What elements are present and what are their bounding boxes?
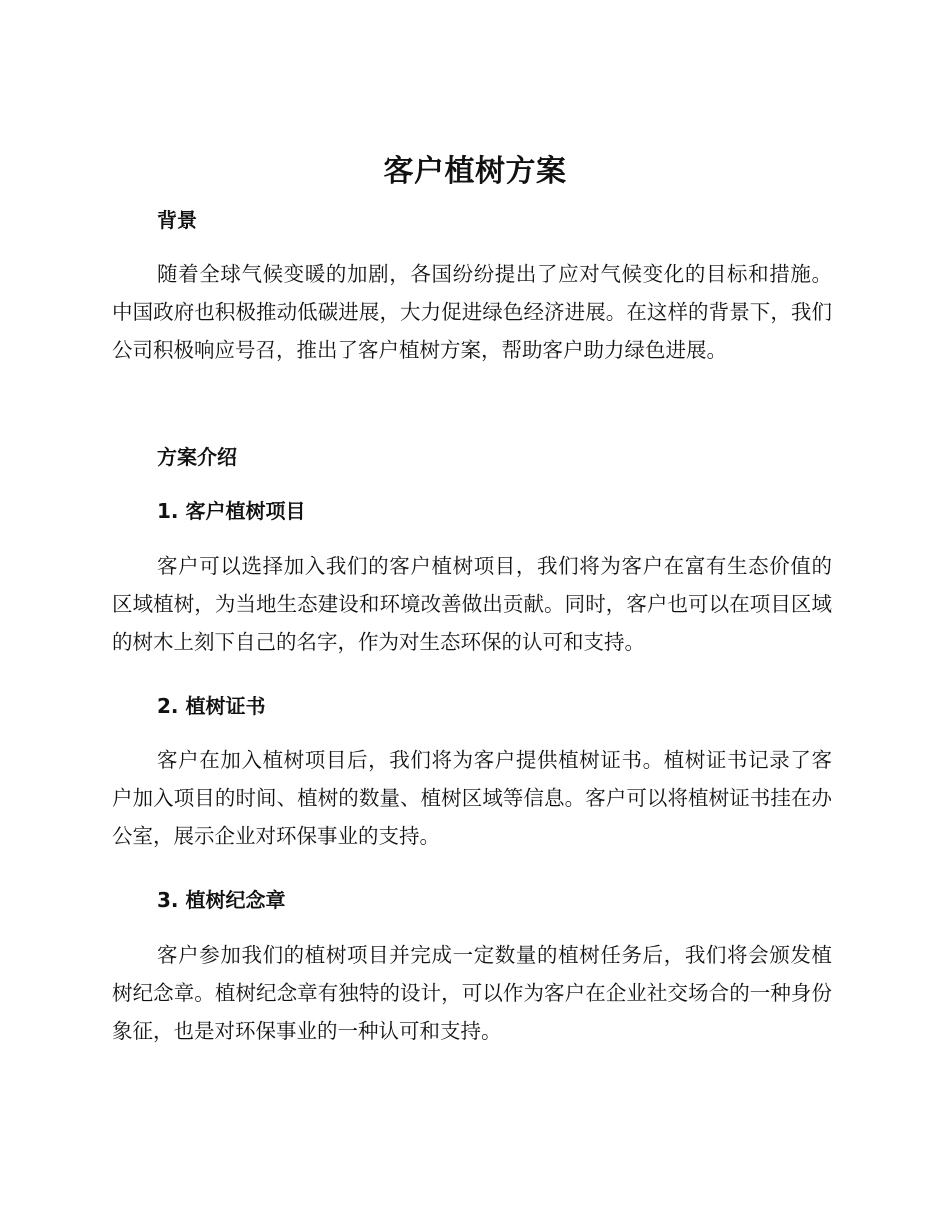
- section-paragraph-medal: 客户参加我们的植树项目并完成一定数量的植树任务后，我们将会颁发植树纪念章。植树纪念章有独特的设计，可以作为客户在企业社交场合的一种身份象征，也是对环保事业的一种认可和支持。: [112, 943, 832, 1043]
- section-heading-tree-project: 1. 客户植树项目: [157, 499, 306, 523]
- section-paragraph-background: 随着全球气候变暖的加剧，各国纷纷提出了应对气候变化的目标和措施。中国政府也积极推动低碳进展，大力促进绿色经济进展。在这样的背景下，我们公司积极响应号召，推出了客户植树方案，帮助客户助力绿色进展。: [112, 262, 832, 362]
- section-heading-plan-intro: 方案介绍: [157, 445, 237, 469]
- section-heading-certificate: 2. 植树证书: [157, 694, 266, 718]
- section-heading-medal: 3. 植树纪念章: [157, 888, 286, 912]
- document-title: 客户植树方案: [383, 154, 567, 189]
- section-paragraph-tree-project: 客户可以选择加入我们的客户植树项目，我们将为客户在富有生态价值的区域植树，为当地生态建设和环境改善做出贡献。同时，客户也可以在项目区域的树木上刻下自己的名字，作为对生态环保的认可和支持。: [112, 554, 832, 654]
- section-paragraph-certificate: 客户在加入植树项目后，我们将为客户提供植树证书。植树证书记录了客户加入项目的时间、植树的数量、植树区域等信息。客户可以将植树证书挂在办公室，展示企业对环保事业的支持。: [112, 748, 832, 848]
- section-heading-background: 背景: [157, 208, 197, 232]
